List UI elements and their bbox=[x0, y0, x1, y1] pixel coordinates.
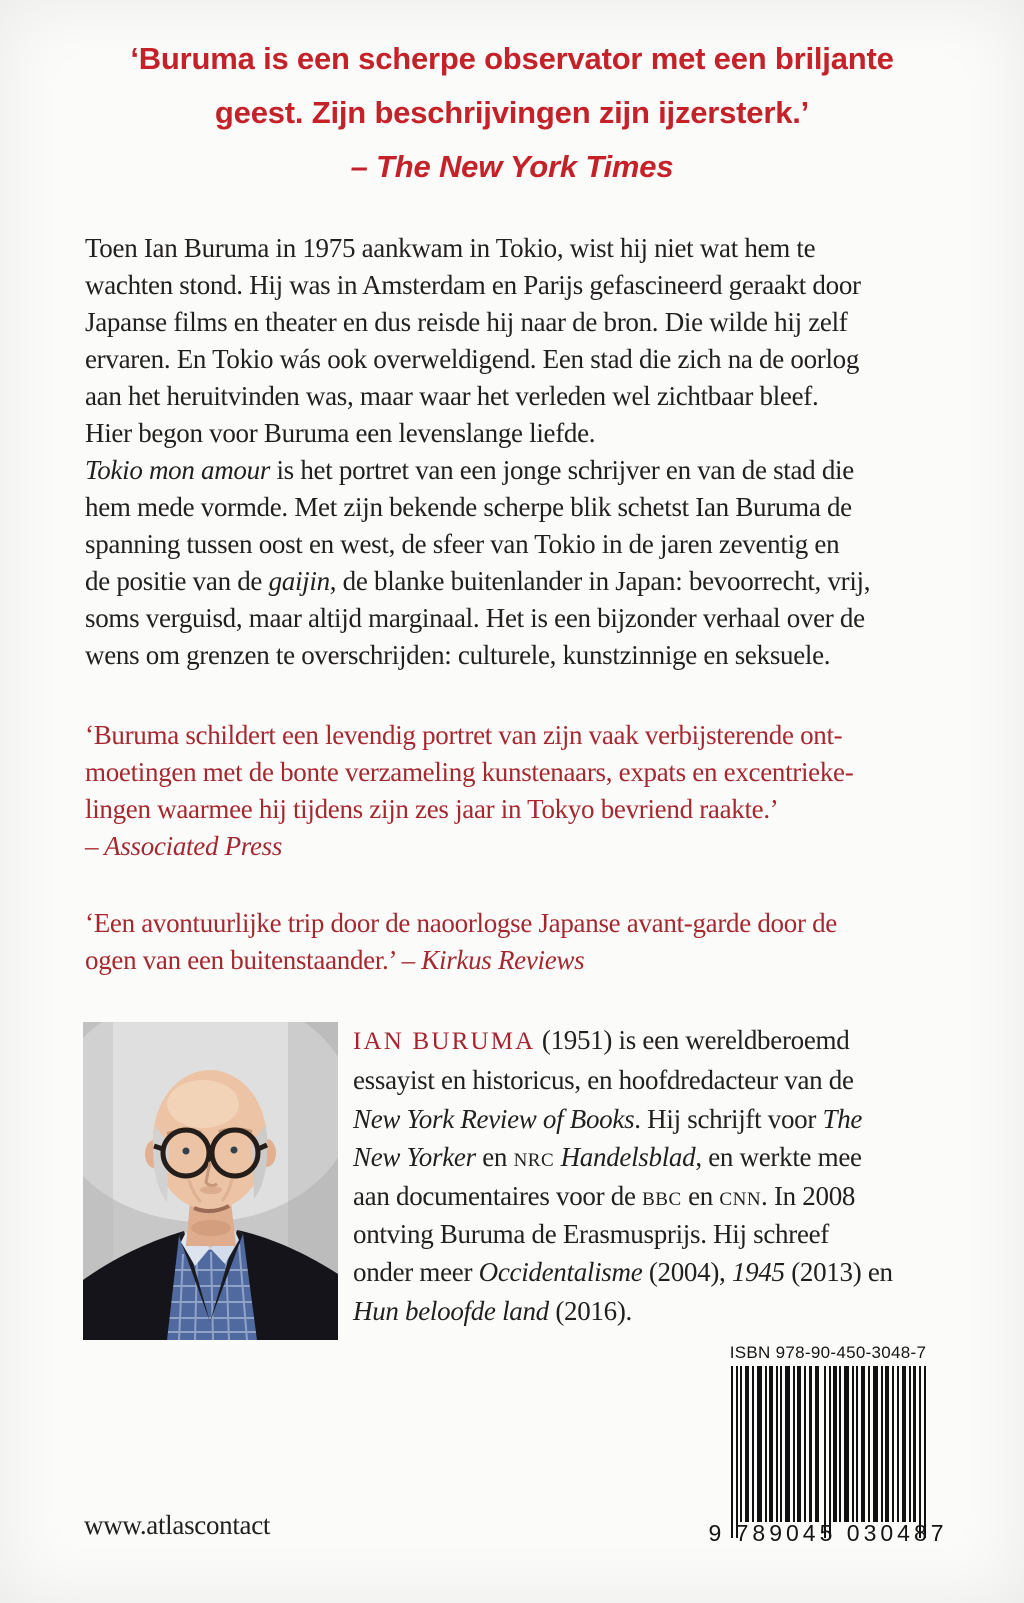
text-line: ervaren. En Tokio wás ook overweldigend. Een stad die zich na de oorlog bbox=[85, 344, 860, 374]
text-line: Hun beloofde land (2016). bbox=[353, 1295, 632, 1326]
barcode-digits: 9 789045 030487 bbox=[708, 1520, 948, 1546]
isbn-label: ISBN 978-90-450-3048-7 bbox=[729, 1343, 927, 1362]
text-line: ‘Een avontuurlijke trip door de naoorlogse Japanse avant-garde door de bbox=[85, 908, 837, 938]
text-line: moetingen met de bonte verzameling kunstenaars, expats en excentrieke- bbox=[85, 757, 854, 787]
text-line: essayist en historicus, en hoofdredacteur van de bbox=[353, 1065, 854, 1096]
text-line: wens om grenzen te overschrijden: culturele, kunstzinnige en seksuele. bbox=[85, 640, 831, 670]
isbn-barcode bbox=[703, 1342, 953, 1546]
text-line: de positie van de gaijin, de blanke buitenlander in Japan: bevoorrecht, vrij, bbox=[85, 566, 871, 596]
text-line: ontving Buruma de Erasmusprijs. Hij schreef bbox=[353, 1219, 830, 1250]
text-line: onder meer Occidentalisme (2004), 1945 (2013) en bbox=[353, 1257, 893, 1288]
text-line: spanning tussen oost en west, de sfeer van Tokio in de jaren zeventig en bbox=[85, 529, 840, 559]
text-line: soms verguisd, maar altijd marginaal. Het is een bijzonder verhaal over de bbox=[85, 603, 865, 633]
text-line: geest. Zijn beschrijvingen zijn ijzersterk.’ bbox=[214, 95, 810, 130]
publisher-url: www.atlascontact bbox=[84, 1510, 271, 1540]
author-photo bbox=[83, 1022, 338, 1340]
text-line: hem mede vormde. Met zijn bekende scherpe blik schetst Ian Buruma de bbox=[85, 492, 852, 522]
text-line: – The New York Times bbox=[350, 149, 674, 184]
author-bio bbox=[353, 1021, 993, 1330]
nyt-quote bbox=[0, 32, 1024, 194]
text-line: aan documentaires voor de bbc en cnn. In 2008 bbox=[353, 1180, 856, 1211]
text-line: New Yorker en nrc Handelsblad, en werkte mee bbox=[353, 1142, 862, 1173]
barcode-bars bbox=[731, 1366, 926, 1538]
text-line: aan het heruitvinden was, maar waar het verleden wel zichtbaar bleef. bbox=[85, 381, 819, 411]
text-line: Tokio mon amour is het portret van een jonge schrijver en van de stad die bbox=[85, 455, 854, 485]
text-line: lingen waarmee hij tijdens zijn zes jaar in Tokyo bevriend raakte.’ bbox=[85, 794, 779, 824]
text-line: – Associated Press bbox=[85, 831, 283, 861]
author-photo-illustration bbox=[83, 1022, 338, 1340]
text-line: New York Review of Books. Hij schrijft voor The bbox=[353, 1103, 863, 1134]
text-line: Toen Ian Buruma in 1975 aankwam in Tokio, wist hij niet wat hem te bbox=[85, 233, 816, 263]
associated-press-quote bbox=[85, 717, 965, 865]
text-line: Japanse films en theater en dus reisde hij naar de bron. Die wilde hij zelf bbox=[85, 307, 848, 337]
book-description bbox=[85, 230, 965, 674]
kirkus-quote bbox=[85, 905, 965, 979]
text-line: wachten stond. Hij was in Amsterdam en Parijs gefascineerd geraakt door bbox=[85, 270, 861, 300]
text-line: ‘Buruma schildert een levendig portret van zijn vaak verbijsterende ont- bbox=[85, 720, 843, 750]
text-line: ‘Buruma is een scherpe observator met een briljante bbox=[130, 41, 894, 76]
text-line: Hier begon voor Buruma een levenslange liefde. bbox=[85, 418, 596, 448]
text-line: ogen van een buitenstaander.’ – Kirkus Reviews bbox=[85, 945, 585, 975]
text-line: IAN BURUMA (1951) is een wereldberoemd bbox=[353, 1025, 850, 1055]
